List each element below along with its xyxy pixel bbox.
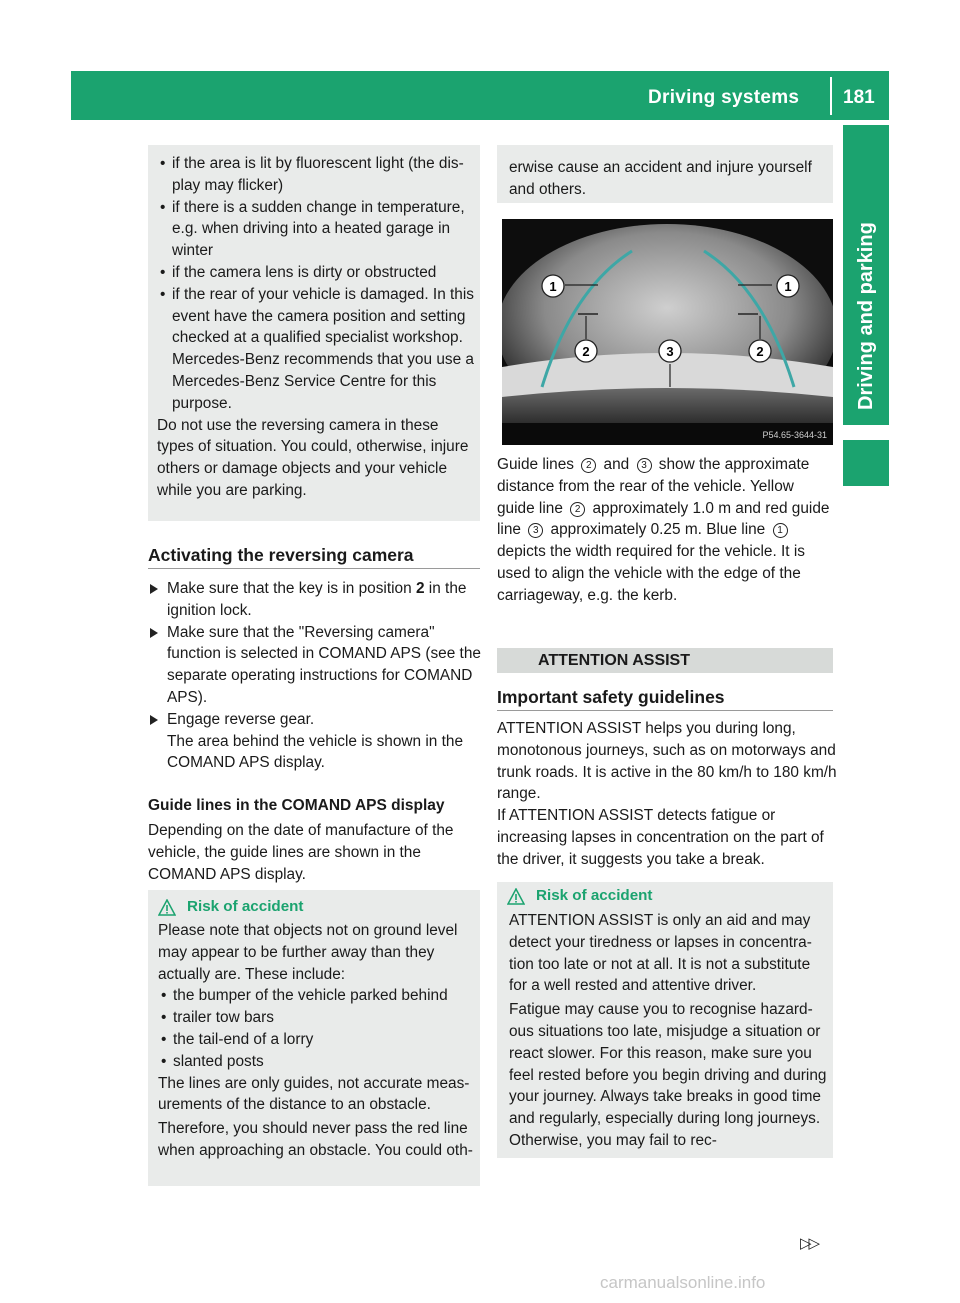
callout-1-right xyxy=(777,275,799,297)
reversing-camera-figure xyxy=(502,219,833,445)
figure-code: P54.65-3644-31 xyxy=(762,430,827,440)
activating-heading: Activating the reversing camera xyxy=(148,545,414,565)
step-3: Engage reverse gear. xyxy=(148,709,482,731)
list-item: • if the camera lens is dirty or obstructed xyxy=(157,262,475,284)
paragraph: If ATTENTION ASSIST detects fatigue or increasing lapses in concentration on the part of the driver, it suggests you take a break. xyxy=(497,807,824,868)
warning-paragraph: ATTENTION ASSIST is only an aid and may detect your tiredness or lapses in concentra-tion too late or not at all. It is not a substitute for a well rested and attentive driver. xyxy=(509,912,812,995)
step-3-result: The area behind the vehicle is shown in the COMAND APS display. xyxy=(167,732,464,772)
guide-lines-paragraph: Depending on the date of manufacture of the vehicle, the guide lines are shown in the COMAND APS display. xyxy=(148,822,454,883)
continued-marker: ▷▷ xyxy=(800,1235,818,1252)
header-divider xyxy=(830,77,832,115)
svg-text:2: 2 xyxy=(756,344,764,359)
watermark: carmanualsonline.info xyxy=(600,1273,766,1292)
svg-text:3: 3 xyxy=(666,344,674,359)
list-item: • slanted posts xyxy=(158,1051,476,1073)
attention-assist-body xyxy=(497,718,837,871)
svg-text:1: 1 xyxy=(549,279,557,294)
callout-1-left xyxy=(542,275,564,297)
list-item: • if the rear of your vehicle is damaged. In this event have the camera position and setting checked at a qualified specialist workshop. Mercedes-Benz recommends that you use a Mercedes-Benz Service Centre for this purpose. xyxy=(157,284,475,415)
guide-lines-description: Guide lines 2 and 3 show the approximate distance from the rear of the vehicle. Yellow guide line 2 approximately 1.0 m and red guide line 3 approximately 0.25 m. Blue line 1 depicts the width required for the vehicle. It is used to align the vehicle with the edge of the carriageway, e.g. the kerb. xyxy=(497,456,830,604)
warning-paragraph: The lines are only guides, not accurate meas-urements of the distance to an obstacle. xyxy=(158,1074,470,1114)
list-item: • if the area is lit by fluorescent light (the dis-play may flicker) xyxy=(157,153,475,197)
step-2: Make sure that the "Reversing camera" function is selected in COMAND APS (see the separate operating instructions for COMAND APS). xyxy=(148,622,482,709)
callout-3 xyxy=(659,340,681,362)
warning-paragraph: Fatigue may cause you to recognise hazard-ous situations too late, misjudge a situation or react slower. For this reason, make sure you feel rested before you begin driving and during your journey. Always take breaks in good time and regularly, especially during long journeys. Otherwise, you may fail to rec- xyxy=(509,1001,827,1149)
heading-rule xyxy=(148,568,480,569)
warning-body xyxy=(158,920,476,1162)
intro-paragraph: Do not use the reversing camera in these types of situation. You could, otherwise, injure others or damage objects and your vehicle while you are parking. xyxy=(157,416,469,499)
list-item: • trailer tow bars xyxy=(158,1007,476,1029)
step-1: Make sure that the key is in position 2 in the ignition lock. xyxy=(148,578,482,622)
list-item: • the tail-end of a lorry xyxy=(158,1029,476,1051)
list-item: • the bumper of the vehicle parked behind xyxy=(158,985,476,1007)
warning-paragraph: Please note that objects not on ground level may appear to be further away than they actually are. These include: xyxy=(158,922,458,983)
callout-2-right xyxy=(749,340,771,362)
intro-bullet-list xyxy=(157,153,475,502)
svg-text:2: 2 xyxy=(582,344,590,359)
chapter-title: Driving systems xyxy=(648,87,800,108)
warning-paragraph: Therefore, you should never pass the red line when approaching an obstacle. You could oth- xyxy=(158,1120,473,1159)
warning-body xyxy=(509,910,829,1152)
warning-triangle-icon xyxy=(507,888,525,905)
svg-text:1: 1 xyxy=(784,279,792,294)
warning-triangle-icon xyxy=(158,899,176,916)
section-tab-label: Driving and parking xyxy=(855,222,877,410)
continued-warning-text: erwise cause an accident and injure yourself and others. xyxy=(509,159,812,198)
steps-list xyxy=(148,578,482,774)
guide-lines-heading: Guide lines in the COMAND APS display xyxy=(148,797,445,814)
safety-heading: Important safety guidelines xyxy=(497,687,725,707)
page-number: 181 xyxy=(843,87,875,108)
warning-title: Risk of accident xyxy=(187,898,304,915)
section-title: ATTENTION ASSIST xyxy=(538,652,690,669)
callout-2-left xyxy=(575,340,597,362)
heading-rule xyxy=(497,710,833,711)
section-tab-marker xyxy=(843,440,889,486)
paragraph: ATTENTION ASSIST helps you during long, monotonous journeys, such as on motorways and trunk roads. It is active in the 80 km/h to 180 km/h range. xyxy=(497,720,837,803)
list-item: • if there is a sudden change in temperature, e.g. when driving into a heated garage in winter xyxy=(157,197,475,262)
warning-title: Risk of accident xyxy=(536,887,653,904)
